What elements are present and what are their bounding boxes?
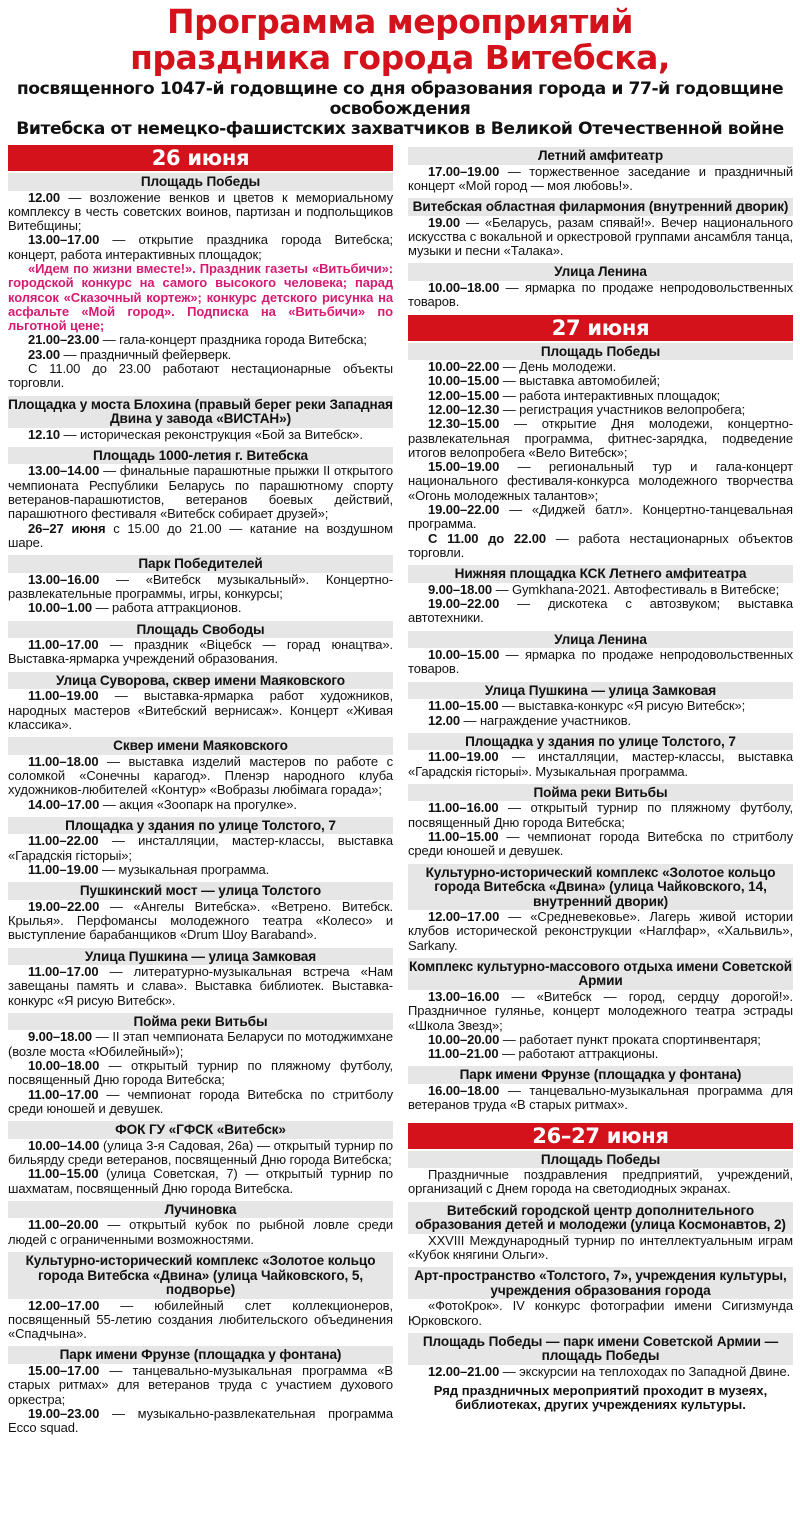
- event-description: — торжественное заседание и праздничный концерт «Мой город — моя любовь!».: [408, 163, 793, 193]
- event-item: [408, 389, 793, 403]
- event-description: — открытый турнир по пляжному футболу, посвященный Дню города Витебска;: [8, 1058, 393, 1088]
- event-item: [408, 374, 793, 388]
- event-description: — «Витебск музыкальный». Концертно-развлекательные программы, игры, конкурсы;: [8, 571, 393, 602]
- event-description: — II этап чемпионата Беларуси по мотоджимхане (возле моста «Юбилейный»);: [8, 1029, 393, 1059]
- page-header: [0, 0, 800, 139]
- venue-title: Площадка у здания по улице Толстого, 7: [8, 817, 393, 835]
- event-description: — возложение венков и цветов к мемориальному комплексу в честь советских воинов, партизан и подпольщиков Витебщины;: [8, 189, 393, 234]
- event-description: С 11.00 до 23.00 работают нестационарные объекты торговли.: [8, 361, 393, 391]
- event-description: — региональный тур и гала-концерт национального фестиваля-конкурса молодежного творчества «Огонь молодежных талантов»;: [408, 459, 793, 503]
- event-time: 12.30–15.00: [428, 416, 500, 432]
- event-item: [408, 583, 793, 597]
- venue-title: Пойма реки Витьбы: [8, 1013, 393, 1031]
- venue-title: Площадка у моста Блохина (правый берег реки Западная Двина у завода «ВИСТАН»): [8, 396, 393, 427]
- event-item: [8, 522, 393, 551]
- event-time: 11.00–15.00: [428, 829, 499, 844]
- event-description: — экскурсии на теплоходах по Западной Двине.: [499, 1363, 791, 1379]
- event-item: [8, 965, 393, 1008]
- event-item: [408, 750, 793, 779]
- event-time: 15.00–17.00: [28, 1362, 100, 1378]
- event-time: 14.00–17.00: [28, 796, 100, 812]
- event-time: 11.00–17.00: [28, 1086, 99, 1102]
- event-description: — работа нестационарных объектов торговли.: [408, 530, 793, 560]
- venue-section: [8, 555, 393, 615]
- event-description: — Gymkhana-2021. Автофестиваль в Витебске;: [492, 581, 780, 597]
- event-item: [8, 362, 393, 391]
- event-time: 11.00–18.00: [28, 753, 99, 769]
- event-description: — открытый турнир по пляжному футболу, посвященный Дню города Витебска;: [408, 800, 793, 830]
- event-description: — юбилейный слет коллекционеров, посвященный 55-летию создания любительского объединения «Спадчына».: [8, 1297, 393, 1342]
- venue-title: Площадь Свободы: [8, 621, 393, 639]
- venue-title: Улица Ленина: [408, 631, 793, 649]
- event-description: — «Витебск — город, сердцу дорогой!». Праздничное гулянье, концерт молодежного театра эстрады «Школа Звезд»;: [408, 988, 793, 1033]
- event-item: [8, 1364, 393, 1407]
- event-item: [408, 990, 793, 1033]
- venue-title: Нижняя площадка КСК Летнего амфитеатра: [408, 565, 793, 583]
- event-item: [408, 1365, 793, 1379]
- left-column: [8, 143, 393, 1440]
- venue-title: Культурно-исторический комплекс «Золотое кольцо города Витебска «Двина» (улица Чайковского, 5, подворье): [8, 1252, 393, 1299]
- event-description: с 15.00 до 21.00 — катание на воздушном шаре.: [8, 520, 393, 550]
- event-time: 11.00–22.00: [28, 833, 99, 849]
- venue-title: Комплекс культурно-массового отдыха имени Советской Армии: [408, 958, 793, 989]
- event-time: 21.00–23.00: [28, 332, 100, 348]
- event-item: [8, 1030, 393, 1059]
- event-item: [8, 1059, 393, 1088]
- event-description: — дискотека с автозвуком; выставка автотехники.: [408, 596, 793, 626]
- venue-title: Пушкинский мост — улица Толстого: [8, 882, 393, 900]
- event-time: 11.00–16.00: [428, 800, 499, 816]
- event-description: — работают аттракционы.: [498, 1046, 659, 1062]
- event-time: 13.00–16.00: [28, 571, 100, 587]
- event-item: [8, 834, 393, 863]
- event-time: 12.00–15.00: [428, 387, 500, 403]
- event-item: [408, 1047, 793, 1061]
- event-time: 12.00–17.00: [28, 1297, 100, 1313]
- sections-list: [408, 147, 793, 310]
- event-item: [8, 798, 393, 812]
- event-description: — танцевально-музыкальная программа «В старых ритмах» для ветеранов труда с участием духового оркестра;: [8, 1362, 393, 1407]
- event-time: 10.00–14.00: [28, 1137, 100, 1153]
- venue-section: [408, 147, 793, 193]
- event-item: [8, 1088, 393, 1117]
- event-item: [8, 233, 393, 262]
- event-description: — музыкально-развлекательная программа Ecco squad.: [8, 1405, 393, 1436]
- right-column: [408, 143, 793, 1440]
- venue-title: Площадь Победы: [408, 343, 793, 361]
- event-description: (улица Советская, 7) — открытый турнир по шахматам, посвященный Дню города Витебска.: [8, 1166, 393, 1196]
- venue-section: [408, 263, 793, 309]
- event-time: 11.00–17.00: [28, 964, 99, 980]
- venue-section: [8, 447, 393, 550]
- event-item: [8, 348, 393, 362]
- event-description: — работа интерактивных площадок;: [499, 387, 721, 403]
- event-time: 10.00–18.00: [428, 279, 500, 295]
- event-description: — открытие праздника города Витебска; концерт, работа интерактивных площадок;: [8, 232, 393, 262]
- venue-title: Площадь Победы — парк имени Советской Армии — площадь Победы: [408, 1333, 793, 1365]
- event-time: 19.00–22.00: [428, 596, 500, 612]
- event-time: 12.00: [428, 712, 461, 728]
- event-description: — финальные парашютные прыжки II открытого чемпионата Республики Беларусь по парашютному спорту ветеранов-парашютистов, ветеранов боевых действий, парашютного фестиваля «Витебск собирает друзей»;: [8, 463, 393, 522]
- date-header: 26–27 июня: [408, 1123, 793, 1149]
- event-item: [408, 216, 793, 259]
- event-item: [408, 1084, 793, 1113]
- venue-section: [408, 343, 793, 561]
- event-description: — чемпионат города Витебска по стритболу среди юношей и девушек.: [408, 829, 793, 859]
- event-item: [8, 601, 393, 615]
- event-description: XXVIII Международный турнир по интеллектуальным играм «Кубок княгини Ольги».: [408, 1232, 793, 1262]
- venue-title: Арт-пространство «Толстого, 7», учреждения культуры, учреждения образования города: [408, 1267, 793, 1299]
- event-item: [408, 360, 793, 374]
- venue-section: [408, 1151, 793, 1197]
- venue-section: [8, 1121, 393, 1196]
- event-item: [8, 262, 393, 333]
- venue-section: [8, 948, 393, 1008]
- venue-title: Витебский городской центр дополнительного образования детей и молодежи (улица Космонавтов, 2): [408, 1202, 793, 1234]
- program-columns: [0, 143, 800, 1440]
- event-item: [408, 801, 793, 830]
- event-item: [408, 830, 793, 859]
- event-time: 12.00–17.00: [428, 909, 500, 925]
- venue-section: [408, 864, 793, 953]
- event-time: 10.00–18.00: [28, 1058, 100, 1074]
- event-time: 13.00–17.00: [28, 232, 100, 248]
- event-time: 10.00–15.00: [428, 647, 500, 663]
- event-item: [408, 1234, 793, 1263]
- venue-title: Летний амфитеатр: [408, 147, 793, 165]
- event-item: [8, 689, 393, 732]
- venue-section: [408, 631, 793, 677]
- event-time: С 11.00 до 22.00: [428, 530, 546, 546]
- event-time: 17.00–19.00: [428, 163, 500, 179]
- venue-section: [408, 198, 793, 258]
- page-title-line-1: Программа мероприятий: [166, 2, 633, 41]
- event-description: — открытый кубок по рыбной ловле среди людей с ограниченными возможностями.: [8, 1217, 393, 1247]
- venue-title: Культурно-исторический комплекс «Золотое кольцо города Витебска «Двина» (улица Чайковского, 14, внутренний дворик): [408, 864, 793, 911]
- event-time: 13.00–16.00: [428, 988, 500, 1004]
- event-item: [8, 1167, 393, 1196]
- event-item: [408, 460, 793, 503]
- venue-title: Парк имени Фрунзе (площадка у фонтана): [8, 1346, 393, 1364]
- event-description: — выставка-ярмарка работ художников, народных мастеров «Витебский вернисаж». Концерт «Живая классика».: [8, 688, 393, 732]
- event-description: — чемпионат города Витебска по стритболу среди юношей и девушек.: [8, 1086, 393, 1116]
- event-time: 23.00: [28, 346, 61, 362]
- venue-title: Улица Суворова, сквер имени Маяковского: [8, 672, 393, 690]
- event-item: [408, 1168, 793, 1197]
- venue-section: [408, 1333, 793, 1379]
- venue-title: Парк Победителей: [8, 555, 393, 573]
- event-description: — «Ангелы Витебска». «Ветрено. Витебск. Крылья». Перфомансы молодежного театра «Колесо» и выступление барабанщиков «Drum Шоу Baraband».: [8, 898, 393, 943]
- event-time: 10.00–15.00: [428, 373, 500, 389]
- event-time: 11.00–19.00: [28, 861, 99, 877]
- event-time: 9.00–18.00: [428, 581, 493, 597]
- event-item: [8, 1299, 393, 1342]
- event-description: — День молодежи.: [499, 359, 617, 375]
- event-description: — танцевально-музыкальная программа для ветеранов труда «В старых ритмах».: [408, 1082, 793, 1113]
- event-time: 19.00–22.00: [428, 502, 500, 518]
- venue-section: [8, 173, 393, 391]
- event-description: — «Беларусь, разам спявай!». Вечер национального искусства с вокальной и оркестровой группами ансамбля танца, музыки и песни «Талака».: [408, 214, 793, 259]
- venue-section: [8, 817, 393, 877]
- venue-title: Площадка у здания по улице Толстого, 7: [408, 733, 793, 751]
- event-description: — выставка автомобилей;: [499, 373, 660, 389]
- event-time: 12.00–12.30: [428, 401, 500, 417]
- event-time: 11.00–20.00: [28, 1217, 99, 1233]
- event-time: 10.00–20.00: [428, 1031, 500, 1047]
- event-description: — музыкальная программа.: [98, 861, 270, 877]
- date-header: 26 июня: [8, 145, 393, 171]
- event-time: 13.00–14.00: [28, 463, 100, 479]
- venue-section: [408, 733, 793, 779]
- event-description: — инсталляции, мастер-классы, выставка «Гарадскія гісторыі». Музыкальная программа.: [408, 749, 793, 779]
- venue-title: Площадь 1000-летия г. Витебска: [8, 447, 393, 465]
- venue-section: [408, 958, 793, 1061]
- venue-section: [8, 1201, 393, 1247]
- event-description: — гала-концерт праздника города Витебска;: [99, 332, 367, 348]
- event-time: 12.00: [28, 189, 61, 205]
- event-description: — выставка изделий мастеров по работе с соломкой «Сонечны карагод». Пленэр народного клуба художников-любителей «Контур» «Вобразы любімага горада»;: [8, 753, 393, 798]
- event-item: [408, 699, 793, 713]
- venue-title: Пойма реки Витьбы: [408, 784, 793, 802]
- event-item: [8, 191, 393, 234]
- event-time: 11.00–19.00: [428, 749, 499, 765]
- event-time: 11.00–15.00: [28, 1166, 99, 1182]
- sections-list: [8, 173, 393, 1435]
- venue-section: [8, 1013, 393, 1116]
- event-item: [8, 333, 393, 347]
- event-item: [408, 503, 793, 532]
- event-time: 26–27 июня: [28, 520, 106, 536]
- venue-section: [8, 1346, 393, 1435]
- event-item: [8, 755, 393, 798]
- venue-section: [408, 682, 793, 728]
- event-item: [408, 403, 793, 417]
- event-description: — ярмарка по продаже непродовольственных товаров.: [408, 279, 793, 310]
- event-description: — историческая реконструкция «Бой за Витебск».: [60, 426, 363, 442]
- event-time: 11.00–17.00: [28, 637, 99, 653]
- event-time: 19.00: [428, 214, 461, 230]
- venue-title: Сквер имени Маяковского: [8, 737, 393, 755]
- event-description: — регистрация участников велопробега;: [499, 401, 746, 417]
- event-item: [408, 417, 793, 460]
- event-item: [408, 714, 793, 728]
- event-time: 9.00–18.00: [28, 1029, 93, 1045]
- event-item: [408, 597, 793, 626]
- page-subtitle-line-1: посвященного 1047-й годовщине со дня образования города и 77-й годовщине освобождения: [16, 79, 784, 119]
- venue-title: Улица Пушкина — улица Замковая: [8, 948, 393, 966]
- event-item: [408, 910, 793, 953]
- footer-note: Ряд праздничных мероприятий проходит в музеях, библиотеках, других учреждениях культуры.: [433, 1383, 768, 1413]
- venue-section: [408, 1202, 793, 1263]
- event-description: — награждение участников.: [460, 712, 632, 728]
- venue-section: [8, 396, 393, 442]
- event-description: «ФотоКрок». IV конкурс фотографии имени Сигизмунда Юрковского.: [408, 1298, 793, 1328]
- venue-section: [408, 1066, 793, 1112]
- event-description: «Идем по жизни вместе!». Праздник газеты «Витьбичи»: городской конкурс на самого высокого человека; парад колясок «Сказочный кортеж»; конкурс детского рисунка на асфальте «Мой город». Подписка на «Витьбичи» по льготной цене;: [8, 260, 393, 334]
- event-item: [408, 648, 793, 677]
- venue-section: [8, 737, 393, 812]
- event-description: — работает пункт проката спортинвентаря;: [499, 1031, 761, 1047]
- event-item: [8, 428, 393, 442]
- event-time: 10.00–22.00: [428, 359, 500, 375]
- venue-section: [408, 784, 793, 859]
- event-description: — праздник «Віцебск — горад юнацтва». Выставка-ярмарка учреждений образования.: [8, 637, 393, 667]
- event-description: — «Диджей батл». Концертно-танцевальная программа.: [408, 502, 793, 532]
- event-description: — открытие Дня молодежи, концертно-развлекательная программа, фитнес-зарядка, подведение итогов велопробега «Вело Витебск»;: [408, 416, 793, 460]
- event-item: [408, 281, 793, 310]
- event-description: — ярмарка по продаже непродовольственных товаров.: [408, 647, 793, 677]
- event-item: [8, 638, 393, 667]
- event-description: — работа аттракционов.: [92, 600, 242, 616]
- venue-title: Улица Ленина: [408, 263, 793, 281]
- sections-list: [408, 1151, 793, 1380]
- event-item: [8, 464, 393, 521]
- venue-section: [408, 1267, 793, 1328]
- event-time: 10.00–1.00: [28, 600, 93, 616]
- event-item: [408, 165, 793, 194]
- event-description: Праздничные поздравления предприятий, учреждений, организаций с Днем города на светодиодных экранах.: [408, 1167, 793, 1197]
- venue-title: Улица Пушкина — улица Замковая: [408, 682, 793, 700]
- venue-section: [8, 672, 393, 732]
- event-description: — праздничный фейерверк.: [60, 346, 232, 362]
- event-description: — инсталляции, мастер-классы, выставка «Гарадскія гісторыі»;: [8, 833, 393, 863]
- event-description: — акция «Зоопарк на прогулке».: [99, 796, 297, 812]
- venue-section: [8, 882, 393, 942]
- event-item: [8, 900, 393, 943]
- event-description: — выставка-конкурс «Я рисую Витебск»;: [498, 698, 746, 714]
- event-time: 12.00–21.00: [428, 1363, 500, 1379]
- event-time: 11.00–19.00: [28, 688, 99, 704]
- event-description: — «Средневековье». Лагерь живой истории клубов исторической реконструкции «Наглфар», «Хальвиль», Sarkany.: [408, 909, 793, 953]
- venue-title: Площадь Победы: [408, 1151, 793, 1169]
- event-item: [408, 1299, 793, 1328]
- date-header: 27 июня: [408, 315, 793, 341]
- venue-title: Лучиновка: [8, 1201, 393, 1219]
- venue-section: [8, 621, 393, 667]
- page-title-line-2: праздника города Витебска,: [130, 38, 670, 77]
- event-time: 11.00–15.00: [428, 698, 499, 714]
- sections-list: [408, 343, 793, 1113]
- event-item: [8, 573, 393, 602]
- venue-title: Витебская областная филармония (внутренний дворик): [408, 198, 793, 216]
- event-time: 12.10: [28, 426, 61, 442]
- event-item: [8, 1139, 393, 1168]
- event-time: 19.00–23.00: [28, 1405, 100, 1421]
- venue-title: ФОК ГУ «ГФСК «Витебск»: [8, 1121, 393, 1139]
- venue-section: [408, 565, 793, 625]
- event-time: 15.00–19.00: [428, 459, 500, 475]
- event-description: — литературно-музыкальная встреча «Нам завещаны память и слава». Выставка библиотек. Выставка-конкурс «Я рисую Витебск».: [8, 964, 393, 1008]
- event-description: (улица 3-я Садовая, 26а) — открытый турнир по бильярду среди ветеранов, посвященный Дню города Витебска;: [8, 1137, 393, 1168]
- event-time: 19.00–22.00: [28, 898, 100, 914]
- page-subtitle-line-2: Витебска от немецко-фашистских захватчиков в Великой Отечественной войне: [16, 119, 784, 139]
- venue-section: [8, 1252, 393, 1341]
- venue-title: Площадь Победы: [8, 173, 393, 191]
- event-time: 16.00–18.00: [428, 1082, 500, 1098]
- event-time: 11.00–21.00: [428, 1046, 499, 1062]
- event-item: [8, 863, 393, 877]
- event-item: [408, 1033, 793, 1047]
- event-item: [408, 532, 793, 561]
- event-item: [8, 1218, 393, 1247]
- event-item: [8, 1407, 393, 1436]
- venue-title: Парк имени Фрунзе (площадка у фонтана): [408, 1066, 793, 1084]
